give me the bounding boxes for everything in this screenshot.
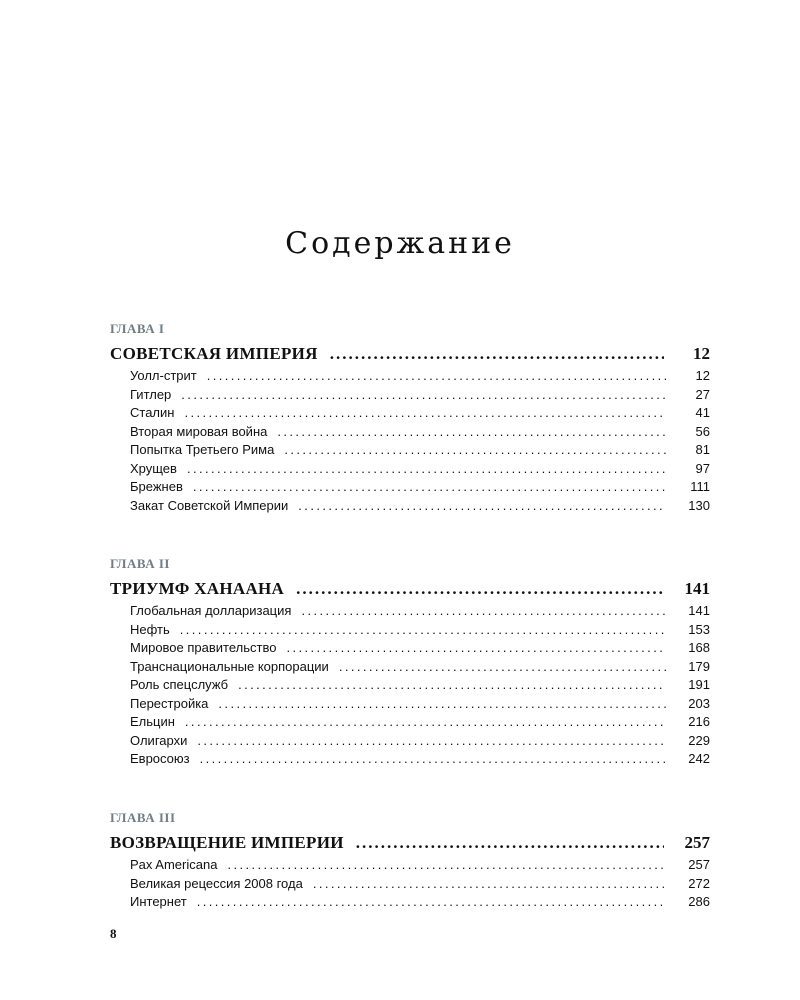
toc-entry[interactable] (110, 713, 710, 732)
entry-title: Гитлер (130, 386, 172, 402)
dot-leader (238, 676, 666, 695)
dot-leader (184, 404, 666, 423)
dot-leader (197, 732, 666, 751)
dot-leader (284, 441, 666, 460)
entry-title: Нефть (130, 621, 170, 637)
toc-entry[interactable] (110, 639, 710, 658)
entry-page-number: 56 (695, 423, 710, 439)
entry-page-number: 41 (695, 405, 710, 420)
chapter-page-number: 141 (684, 579, 710, 598)
dot-leader (330, 343, 664, 365)
toc-entry[interactable] (110, 658, 710, 677)
toc-entry[interactable] (110, 367, 710, 386)
entry-title: Вторая мировая война (130, 423, 268, 439)
entry-page-number: 141 (688, 603, 710, 618)
dot-leader (286, 639, 666, 658)
toc-entry[interactable] (110, 893, 710, 912)
entry-page-number: 81 (695, 442, 710, 457)
chapter-label: ГЛАВА II (110, 556, 170, 571)
dot-leader (200, 750, 666, 769)
dot-leader (193, 478, 666, 497)
entry-page-number: 153 (688, 621, 710, 637)
entry-page-number: 257 (688, 857, 710, 872)
entry-page-number: 242 (688, 751, 710, 766)
chapter-page-number: 257 (684, 833, 710, 852)
entry-page-number: 168 (688, 640, 710, 655)
chapter-title: СОВЕТСКАЯ ИМПЕРИЯ (110, 344, 318, 363)
chapter-label: ГЛАВА I (110, 321, 165, 336)
toc-entry[interactable] (110, 695, 710, 714)
dot-leader (207, 367, 666, 386)
chapter-heading[interactable] (110, 832, 710, 854)
entry-title: Брежнев (130, 479, 183, 494)
toc-entry[interactable] (110, 404, 710, 423)
dot-leader (277, 423, 666, 442)
dot-leader (185, 713, 666, 732)
entry-page-number: 229 (688, 732, 710, 748)
page-title: Содержание (285, 226, 515, 261)
toc-entry[interactable] (110, 497, 710, 516)
entry-title: Хрущев (130, 460, 177, 476)
entry-title: Ельцин (130, 714, 175, 729)
dot-leader (180, 621, 666, 640)
section-list (110, 602, 710, 769)
dot-leader (197, 893, 666, 912)
entry-page-number: 27 (695, 386, 710, 402)
dot-leader (296, 578, 664, 600)
entry-title: Pax Americana (130, 857, 218, 872)
toc-entry[interactable] (110, 423, 710, 442)
dot-leader (301, 602, 666, 621)
entry-title: Транснациональные корпорации (130, 658, 329, 674)
toc-entry[interactable] (110, 732, 710, 751)
entry-page-number: 111 (690, 479, 710, 494)
entry-title: Олигархи (130, 732, 188, 748)
chapter-heading[interactable] (110, 578, 710, 600)
dot-leader (298, 497, 666, 516)
chapter-3 (110, 810, 710, 912)
dot-leader (313, 875, 666, 894)
chapter-title: ТРИУМФ ХАНААНА (110, 579, 285, 598)
entry-page-number: 272 (688, 875, 710, 891)
toc-entry[interactable] (110, 602, 710, 621)
toc-entry[interactable] (110, 750, 710, 769)
entry-title: Великая рецессия 2008 года (130, 875, 303, 891)
entry-title: Перестройка (130, 695, 209, 711)
entry-page-number: 97 (695, 460, 710, 476)
chapter-heading[interactable] (110, 343, 710, 365)
section-list (110, 856, 710, 912)
entry-title: Роль спецслужб (130, 677, 229, 692)
chapter-label: ГЛАВА III (110, 810, 176, 825)
dot-leader (218, 695, 666, 714)
entry-page-number: 286 (688, 894, 710, 909)
entry-page-number: 179 (688, 658, 710, 674)
entry-title: Евросоюз (130, 751, 190, 766)
entry-page-number: 203 (688, 695, 710, 711)
toc-entry[interactable] (110, 676, 710, 695)
entry-title: Сталин (130, 405, 175, 420)
entry-title: Закат Советской Империи (130, 497, 289, 513)
toc-entry[interactable] (110, 441, 710, 460)
dot-leader (187, 460, 666, 479)
toc-entry[interactable] (110, 856, 710, 875)
toc-entry[interactable] (110, 875, 710, 894)
dot-leader (227, 856, 666, 875)
entry-title: Глобальная долларизация (130, 603, 292, 618)
entry-page-number: 216 (688, 714, 710, 729)
entry-title: Интернет (130, 894, 187, 909)
entry-title: Уолл-стрит (130, 368, 197, 383)
entry-page-number: 191 (688, 677, 710, 692)
entry-title: Попытка Третьего Рима (130, 442, 275, 457)
toc-entry[interactable] (110, 621, 710, 640)
toc-entry[interactable] (110, 386, 710, 405)
toc-entry[interactable] (110, 478, 710, 497)
page-number: 8 (110, 926, 117, 941)
entry-page-number: 130 (688, 497, 710, 513)
dot-leader (181, 386, 666, 405)
entry-page-number: 12 (695, 368, 710, 383)
entry-title: Мировое правительство (130, 640, 277, 655)
dot-leader (339, 658, 666, 677)
chapter-1 (110, 321, 710, 515)
dot-leader (356, 832, 664, 854)
chapter-title: ВОЗВРАЩЕНИЕ ИМПЕРИИ (110, 833, 344, 852)
chapter-2 (110, 556, 710, 769)
section-list (110, 367, 710, 515)
chapter-page-number: 12 (693, 344, 710, 363)
toc-entry[interactable] (110, 460, 710, 479)
